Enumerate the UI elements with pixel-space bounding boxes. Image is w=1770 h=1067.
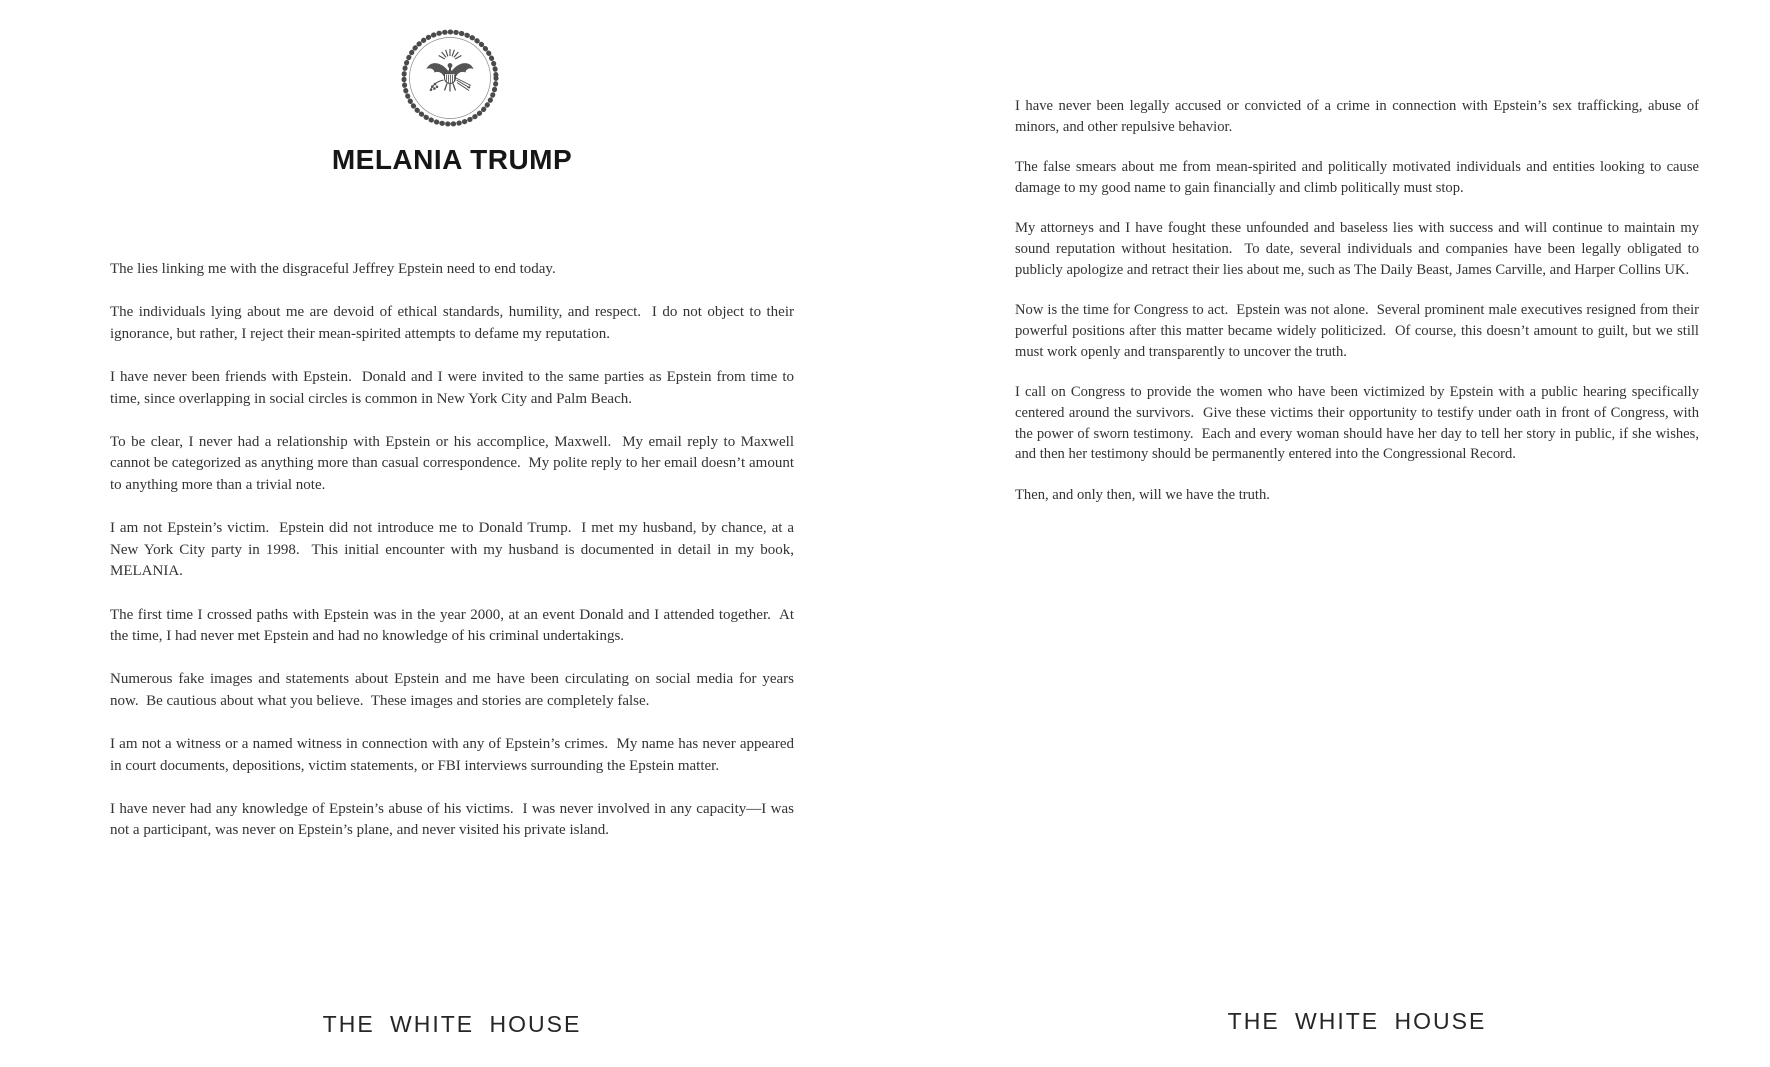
paragraph: I am not Epstein’s victim. Epstein did not introduce me to Donald Trump. I met my husband, by chance, at a New York City party in 1998. This initial encounter with my husband is documented in detail in my book, MELANIA. xyxy=(110,520,794,580)
paragraph: Then, and only then, will we have the truth. xyxy=(1015,486,1270,503)
paragraph: To be clear, I never had a relationship with Epstein or his accomplice, Maxwell. My email reply to Maxwell cannot be categorized as anything more than casual correspondence. My polite reply to her email doesn’t amount to anything more than a trivial note. xyxy=(110,433,794,493)
page-2-footer: THE WHITE HOUSE xyxy=(1227,1008,1487,1034)
paragraph: I have never been legally accused or convicted of a crime in connection with Epstein’s sex trafficking, abuse of minors, and other repulsive behavior. xyxy=(1015,98,1699,135)
page-2-body xyxy=(1015,96,1699,525)
paragraph: The false smears about me from mean-spirited and politically motivated individuals and entities looking to cause damage to my good name to gain financially and climb politically must stop. xyxy=(1015,159,1699,196)
paragraph: I have never had any knowledge of Epstein’s abuse of his victims. I was never involved in any capacity—I was not a participant, was never on Epstein’s plane, and never visited his private island. xyxy=(110,800,794,839)
paragraph: My attorneys and I have fought these unfounded and baseless lies with success and will continue to maintain my sound reputation without hesitation. To date, several individuals and companies have been legally obligated to publicly apologize and retract their lies about me, such as The Daily Beast, James Carville, and Harper Collins UK. xyxy=(1015,220,1699,278)
paragraph: I call on Congress to provide the women who have been victimized by Epstein with a public hearing specifically centered around the survivors. Give these victims their opportunity to testify under oath in front of Congress, with the power of sworn testimony. Each and every woman should have her day to tell her story in public, if she wishes, and then her testimony should be permanently entered into the Congressional Record. xyxy=(1015,383,1699,463)
page-title: MELANIA TRUMP xyxy=(331,144,573,175)
paragraph: I am not a witness or a named witness in connection with any of Epstein’s crimes. My name has never appeared in court documents, depositions, victim statements, or FBI interviews surrounding the Epstein matter. xyxy=(110,736,794,774)
paragraph: The lies linking me with the disgraceful Jeffrey Epstein need to end today. xyxy=(110,261,556,277)
presidential-seal-icon xyxy=(400,26,500,130)
page-1-footer: THE WHITE HOUSE xyxy=(322,1011,582,1037)
paragraph: The first time I crossed paths with Epstein was in the year 2000, at an event Donald and I attended together. At the time, I had never met Epstein and had no knowledge of his criminal undertakings. xyxy=(110,606,794,645)
paragraph: Now is the time for Congress to act. Epstein was not alone. Several prominent male executives resigned from their powerful positions after this matter became widely politicized. Of course, this doesn’t amount to guilt, but we still must work openly and transparently to uncover the truth. xyxy=(1015,302,1699,360)
page-2 xyxy=(885,0,1770,1067)
paragraph: Numerous fake images and statements about Epstein and me have been circulating on social media for years now. Be cautious about what you believe. These images and stories are completely false. xyxy=(110,671,794,709)
page-1-body xyxy=(110,259,794,864)
paragraph: The individuals lying about me are devoid of ethical standards, humility, and respect. I do not object to their ignorance, but rather, I reject their mean-spirited attempts to defame my reputation. xyxy=(110,304,794,342)
paragraph: I have never been friends with Epstein. Donald and I were invited to the same parties as Epstein from time to time, since overlapping in social circles is common in New York City and Palm Beach. xyxy=(110,368,794,407)
